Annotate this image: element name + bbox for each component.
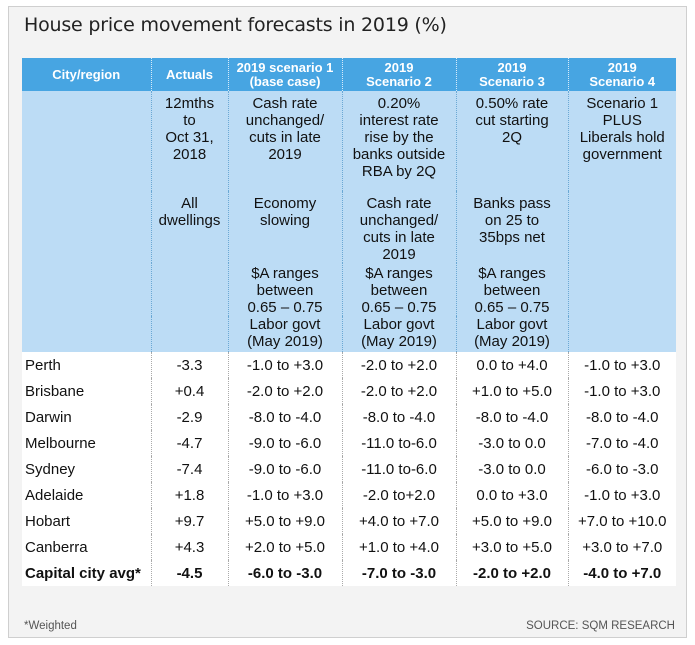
assumption-cell xyxy=(151,316,228,352)
scenario-3-value: -3.0 to 0.0 xyxy=(456,430,568,456)
assumption-row-3 xyxy=(22,263,676,316)
scenario-4-value: -6.0 to -3.0 xyxy=(568,456,676,482)
assumption-cell: Economy slowing xyxy=(228,191,342,263)
actual-value: +4.3 xyxy=(151,534,228,560)
assumption-cell: $A ranges between 0.65 – 0.75 xyxy=(342,263,456,316)
scenario-4-value: -1.0 to +3.0 xyxy=(568,482,676,508)
assumption-cell: 0.50% rate cut starting 2Q xyxy=(456,91,568,191)
assumption-cell: Labor govt (May 2019) xyxy=(456,316,568,352)
actual-value: +9.7 xyxy=(151,508,228,534)
scenario-1-value: +2.0 to +5.0 xyxy=(228,534,342,560)
scenario-1-value: -9.0 to -6.0 xyxy=(228,456,342,482)
scenario-2-value: -7.0 to -3.0 xyxy=(342,560,456,586)
header-row xyxy=(22,58,676,91)
city-name: Brisbane xyxy=(22,378,151,404)
scenario-3-value: -3.0 to 0.0 xyxy=(456,456,568,482)
header-city: City/region xyxy=(22,58,151,91)
scenario-1-value: -2.0 to +2.0 xyxy=(228,378,342,404)
table-row xyxy=(22,430,676,456)
actual-value: -7.4 xyxy=(151,456,228,482)
scenario-1-value: -8.0 to -4.0 xyxy=(228,404,342,430)
assumption-cell xyxy=(22,191,151,263)
city-name: Capital city avg* xyxy=(22,560,151,586)
scenario-4-value: -8.0 to -4.0 xyxy=(568,404,676,430)
header-scenario-1: 2019 scenario 1 (base case) xyxy=(228,58,342,91)
scenario-1-value: -6.0 to -3.0 xyxy=(228,560,342,586)
scenario-2-value: +1.0 to +4.0 xyxy=(342,534,456,560)
city-name: Perth xyxy=(22,352,151,378)
scenario-2-value: +4.0 to +7.0 xyxy=(342,508,456,534)
assumption-cell: 0.20% interest rate rise by the banks outside RBA by 2Q xyxy=(342,91,456,191)
scenario-1-value: -9.0 to -6.0 xyxy=(228,430,342,456)
actual-value: -4.5 xyxy=(151,560,228,586)
city-name: Darwin xyxy=(22,404,151,430)
assumption-cell: $A ranges between 0.65 – 0.75 xyxy=(228,263,342,316)
assumption-cell xyxy=(22,263,151,316)
city-name: Adelaide xyxy=(22,482,151,508)
scenario-2-value: -2.0 to+2.0 xyxy=(342,482,456,508)
scenario-2-value: -11.0 to-6.0 xyxy=(342,430,456,456)
city-name: Canberra xyxy=(22,534,151,560)
capital-city-avg-row xyxy=(22,560,676,586)
table-row xyxy=(22,482,676,508)
header-scenario-3: 2019 Scenario 3 xyxy=(456,58,568,91)
actual-value: -3.3 xyxy=(151,352,228,378)
scenario-3-value: 0.0 to +4.0 xyxy=(456,352,568,378)
footnote: *Weighted xyxy=(24,620,77,632)
scenario-4-value: -7.0 to -4.0 xyxy=(568,430,676,456)
city-name: Sydney xyxy=(22,456,151,482)
scenario-3-value: +1.0 to +5.0 xyxy=(456,378,568,404)
assumption-cell: All dwellings xyxy=(151,191,228,263)
assumption-cell xyxy=(151,263,228,316)
scenario-4-value: -4.0 to +7.0 xyxy=(568,560,676,586)
city-name: Hobart xyxy=(22,508,151,534)
header-actuals: Actuals xyxy=(151,58,228,91)
scenario-2-value: -2.0 to +2.0 xyxy=(342,378,456,404)
assumption-cell: 12mths to Oct 31, 2018 xyxy=(151,91,228,191)
assumption-row-4 xyxy=(22,316,676,352)
scenario-3-value: +5.0 to +9.0 xyxy=(456,508,568,534)
actual-value: +0.4 xyxy=(151,378,228,404)
assumption-cell xyxy=(568,316,676,352)
scenario-3-value: +3.0 to +5.0 xyxy=(456,534,568,560)
assumption-cell: Banks pass on 25 to 35bps net xyxy=(456,191,568,263)
scenario-3-value: 0.0 to +3.0 xyxy=(456,482,568,508)
table-row xyxy=(22,378,676,404)
table-row xyxy=(22,534,676,560)
assumption-cell: Labor govt (May 2019) xyxy=(342,316,456,352)
assumption-cell xyxy=(22,316,151,352)
scenario-3-value: -8.0 to -4.0 xyxy=(456,404,568,430)
scenario-2-value: -2.0 to +2.0 xyxy=(342,352,456,378)
assumption-cell xyxy=(22,91,151,191)
assumption-cell: Scenario 1 PLUS Liberals hold government xyxy=(568,91,676,191)
assumption-cell: Labor govt (May 2019) xyxy=(228,316,342,352)
assumption-cell xyxy=(568,191,676,263)
actual-value: -4.7 xyxy=(151,430,228,456)
assumption-cell: Cash rate unchanged/ cuts in late 2019 xyxy=(228,91,342,191)
scenario-4-value: -1.0 to +3.0 xyxy=(568,378,676,404)
table-row xyxy=(22,404,676,430)
scenario-1-value: +5.0 to +9.0 xyxy=(228,508,342,534)
assumption-row-2 xyxy=(22,191,676,263)
assumption-cell: $A ranges between 0.65 – 0.75 xyxy=(456,263,568,316)
assumption-cell xyxy=(568,263,676,316)
table-row xyxy=(22,352,676,378)
actual-value: +1.8 xyxy=(151,482,228,508)
source-credit: SOURCE: SQM RESEARCH xyxy=(526,620,675,632)
scenario-4-value: +3.0 to +7.0 xyxy=(568,534,676,560)
table-row xyxy=(22,508,676,534)
scenario-3-value: -2.0 to +2.0 xyxy=(456,560,568,586)
scenario-1-value: -1.0 to +3.0 xyxy=(228,352,342,378)
header-scenario-4: 2019 Scenario 4 xyxy=(568,58,676,91)
scenario-4-value: +7.0 to +10.0 xyxy=(568,508,676,534)
table-row xyxy=(22,456,676,482)
assumption-cell: Cash rate unchanged/ cuts in late 2019 xyxy=(342,191,456,263)
scenario-2-value: -8.0 to -4.0 xyxy=(342,404,456,430)
forecast-table xyxy=(22,58,676,586)
scenario-4-value: -1.0 to +3.0 xyxy=(568,352,676,378)
assumption-row-1 xyxy=(22,91,676,191)
header-scenario-2: 2019 Scenario 2 xyxy=(342,58,456,91)
city-name: Melbourne xyxy=(22,430,151,456)
scenario-2-value: -11.0 to-6.0 xyxy=(342,456,456,482)
scenario-1-value: -1.0 to +3.0 xyxy=(228,482,342,508)
page-title: House price movement forecasts in 2019 (%) xyxy=(24,14,447,36)
actual-value: -2.9 xyxy=(151,404,228,430)
